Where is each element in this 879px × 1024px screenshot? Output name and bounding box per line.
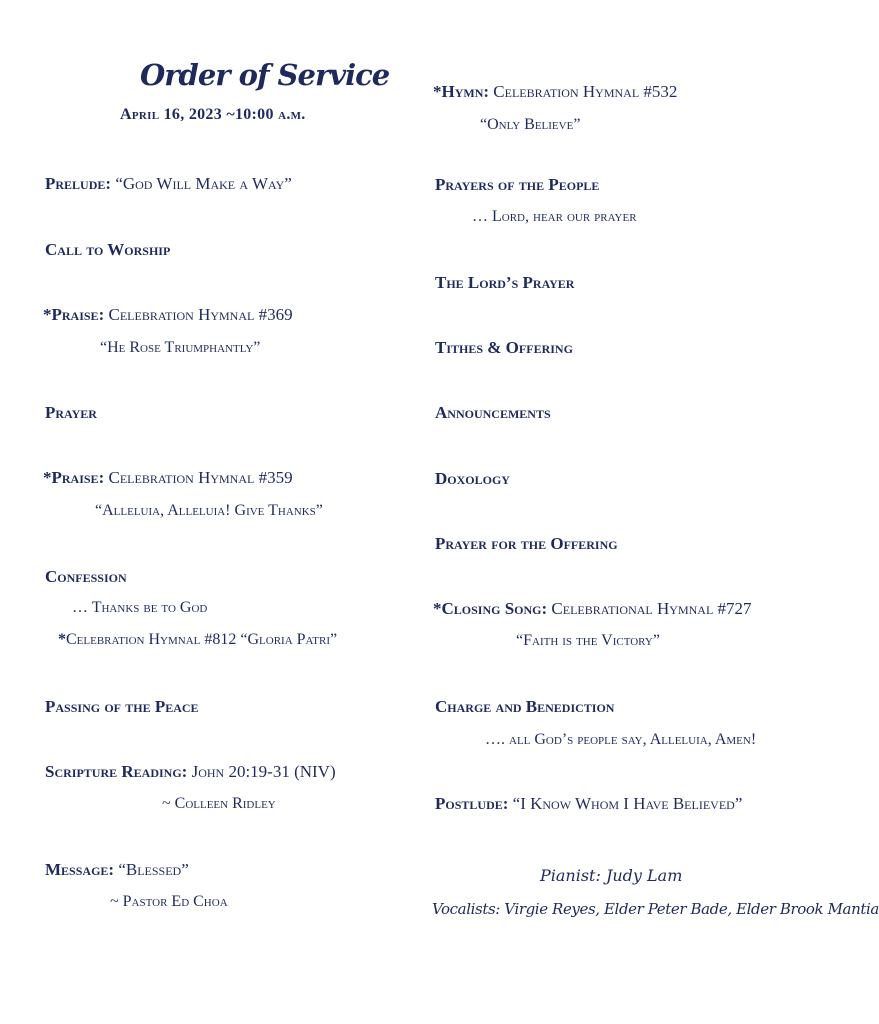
scripture-item bbox=[45, 762, 336, 782]
vocalists-credit: Vocalists: Virgie Reyes, Elder Peter Bade, Elder Brook Mantia bbox=[432, 900, 879, 918]
standing-mark: * bbox=[433, 82, 442, 101]
standing-mark: * bbox=[43, 305, 52, 324]
postlude-item bbox=[435, 794, 742, 814]
call-to-worship: Call to Worship bbox=[45, 240, 171, 259]
scripture-reader: ~ Colleen Ridley bbox=[162, 795, 276, 812]
gloria-patri bbox=[58, 631, 337, 649]
message-label: Message: bbox=[45, 860, 115, 879]
charge-benediction: Charge and Benediction bbox=[435, 697, 615, 716]
closing-song-item bbox=[433, 599, 752, 619]
announcements: Announcements bbox=[435, 403, 551, 422]
message-item bbox=[45, 860, 189, 880]
scripture-text: John 20:19-31 (NIV) bbox=[191, 762, 336, 781]
lords-prayer: The Lord’s Prayer bbox=[435, 273, 575, 292]
standing-mark: * bbox=[43, 468, 52, 487]
prelude-label: Prelude: bbox=[45, 174, 112, 193]
praise-hymnal: Celebration Hymnal #359 bbox=[108, 468, 293, 487]
praise-label: Praise: bbox=[51, 468, 105, 487]
passing-of-peace: Passing of the Peace bbox=[45, 697, 199, 716]
praise-title-2: “Alleluia, Alleluia! Give Thanks” bbox=[95, 502, 323, 519]
message-speaker: ~ Pastor Ed Choa bbox=[110, 893, 228, 910]
closing-song-label: Closing Song: bbox=[441, 599, 548, 618]
prayers-response: … Lord, hear our prayer bbox=[472, 208, 637, 225]
gloria-patri-text: Celebration Hymnal #812 “Gloria Patri” bbox=[66, 631, 338, 648]
prayers-of-the-people: Prayers of the People bbox=[435, 175, 600, 194]
benediction-response: …. all God’s people say, Alleluia, Amen! bbox=[485, 731, 757, 748]
praise-item-1 bbox=[43, 305, 293, 325]
praise-label: Praise: bbox=[51, 305, 105, 324]
confession-response: … Thanks be to God bbox=[72, 599, 208, 616]
service-date: April 16, 2023 ~10:00 a.m. bbox=[120, 106, 306, 123]
postlude-label: Postlude: bbox=[435, 794, 509, 813]
hymn-hymnal: Celebration Hymnal #532 bbox=[493, 82, 678, 101]
standing-mark: * bbox=[58, 631, 66, 648]
closing-song-title: “Faith is the Victory” bbox=[516, 632, 660, 649]
scripture-label: Scripture Reading: bbox=[45, 762, 188, 781]
doxology: Doxology bbox=[435, 469, 510, 488]
tithes-offering: Tithes & Offering bbox=[435, 338, 573, 357]
prayer-item: Prayer bbox=[45, 403, 97, 422]
prelude-text: “God Will Make a Way” bbox=[115, 174, 292, 193]
standing-mark: * bbox=[433, 599, 442, 618]
message-text: “Blessed” bbox=[118, 860, 189, 879]
pianist-credit: Pianist: Judy Lam bbox=[540, 866, 683, 885]
hymn-item bbox=[433, 82, 677, 102]
hymn-label: Hymn: bbox=[441, 82, 490, 101]
closing-song-hymnal: Celebrational Hymnal #727 bbox=[551, 599, 752, 618]
prayer-for-offering: Prayer for the Offering bbox=[435, 534, 618, 553]
prelude-item bbox=[45, 174, 292, 194]
page-title: Order of Service bbox=[140, 58, 390, 92]
postlude-text: “I Know Whom I Have Believed” bbox=[512, 794, 743, 813]
praise-item-2 bbox=[43, 468, 293, 488]
hymn-title: “Only Believe” bbox=[480, 116, 581, 133]
praise-hymnal: Celebration Hymnal #369 bbox=[108, 305, 293, 324]
praise-title-1: “He Rose Triumphantly” bbox=[100, 339, 261, 356]
confession-item: Confession bbox=[45, 567, 127, 586]
